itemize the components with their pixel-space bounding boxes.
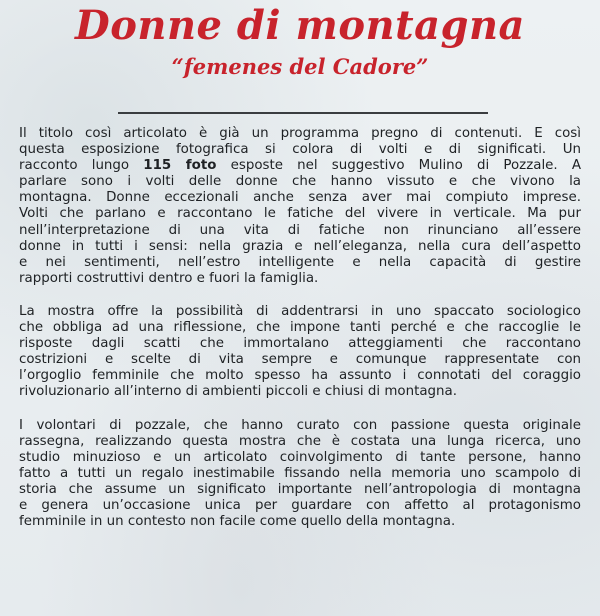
text-line: risposte dagli scatti che immortalano atteggiamenti che raccontano <box>19 336 581 352</box>
title-divider <box>118 112 488 114</box>
text-line: nell’interpretazione di una vita di fatiche non rinunciano all’essere <box>19 222 581 238</box>
text-line: I volontari di pozzale, che hanno curato con passione questa originale <box>19 417 581 433</box>
text-run: esposte nel suggestivo Mulino di Pozzale. A <box>216 158 581 174</box>
text-line: La mostra offre la possibilità di addentrarsi in uno spaccato sociologico <box>19 303 581 319</box>
text-line: rassegna, realizzando questa mostra che è costata una lunga ricerca, uno <box>19 433 581 449</box>
poster-body <box>19 126 581 530</box>
photo-count: 115 foto <box>143 158 217 174</box>
paragraph-2 <box>19 304 581 401</box>
text-line: rivoluzionario all’interno di ambienti piccoli e chiusi di montagna. <box>19 384 458 400</box>
text-line: montagna. Donne eccezionali anche senza aver mai compiuto imprese. <box>19 190 581 206</box>
poster-subtitle: “femenes del Cadore” <box>171 54 429 79</box>
text-line: questa esposizione fotografica si colora di volti e di significati. Un <box>19 142 581 158</box>
poster-title: Donne di montagna <box>75 2 525 49</box>
text-line: femminile in un contesto non facile come quello della montagna. <box>19 514 456 530</box>
paragraph-3 <box>19 418 581 531</box>
text-line: storia che assume un significato importante nell’antropologia di montagna <box>19 481 581 497</box>
text-line: e nei sentimenti, nell’estro intelligente e nella capacità di gestire <box>19 254 581 270</box>
text-line: donne in tutti i sensi: nella grazia e nell’eleganza, nella cura dell’aspetto <box>19 238 581 254</box>
text-line: Volti che parlano e raccontano le fatiche del vivere in verticale. Ma pur <box>19 206 581 222</box>
text-line: l’orgoglio femminile che molto spesso ha assunto i connotati del coraggio <box>19 368 581 384</box>
text-line: fatto a tutti un regalo inestimabile fissando nella memoria uno scampolo di <box>19 465 581 481</box>
text-line: Il titolo così articolato è già un programma pregno di contenuti. E così <box>19 126 581 141</box>
text-line: che obbliga ad una riflessione, che impone tanti perché e che raccoglie le <box>19 320 581 336</box>
text-run: racconto lungo <box>19 158 144 174</box>
text-line: e genera un’occasione unica per guardare con affetto al protagonismo <box>19 497 581 513</box>
text-line: parlare sono i volti delle donne che hanno vissuto e che vivono la <box>19 174 581 190</box>
text-line: costrizioni e scelte di vita sempre e comunque rappresentate con <box>19 352 581 368</box>
text-line <box>19 158 581 174</box>
paragraph-1 <box>19 126 581 287</box>
text-line: studio minuzioso e un articolato coinvolgimento di tante persone, hanno <box>19 449 581 465</box>
text-line: rapporti costruttivi dentro e fuori la famiglia. <box>19 270 319 286</box>
